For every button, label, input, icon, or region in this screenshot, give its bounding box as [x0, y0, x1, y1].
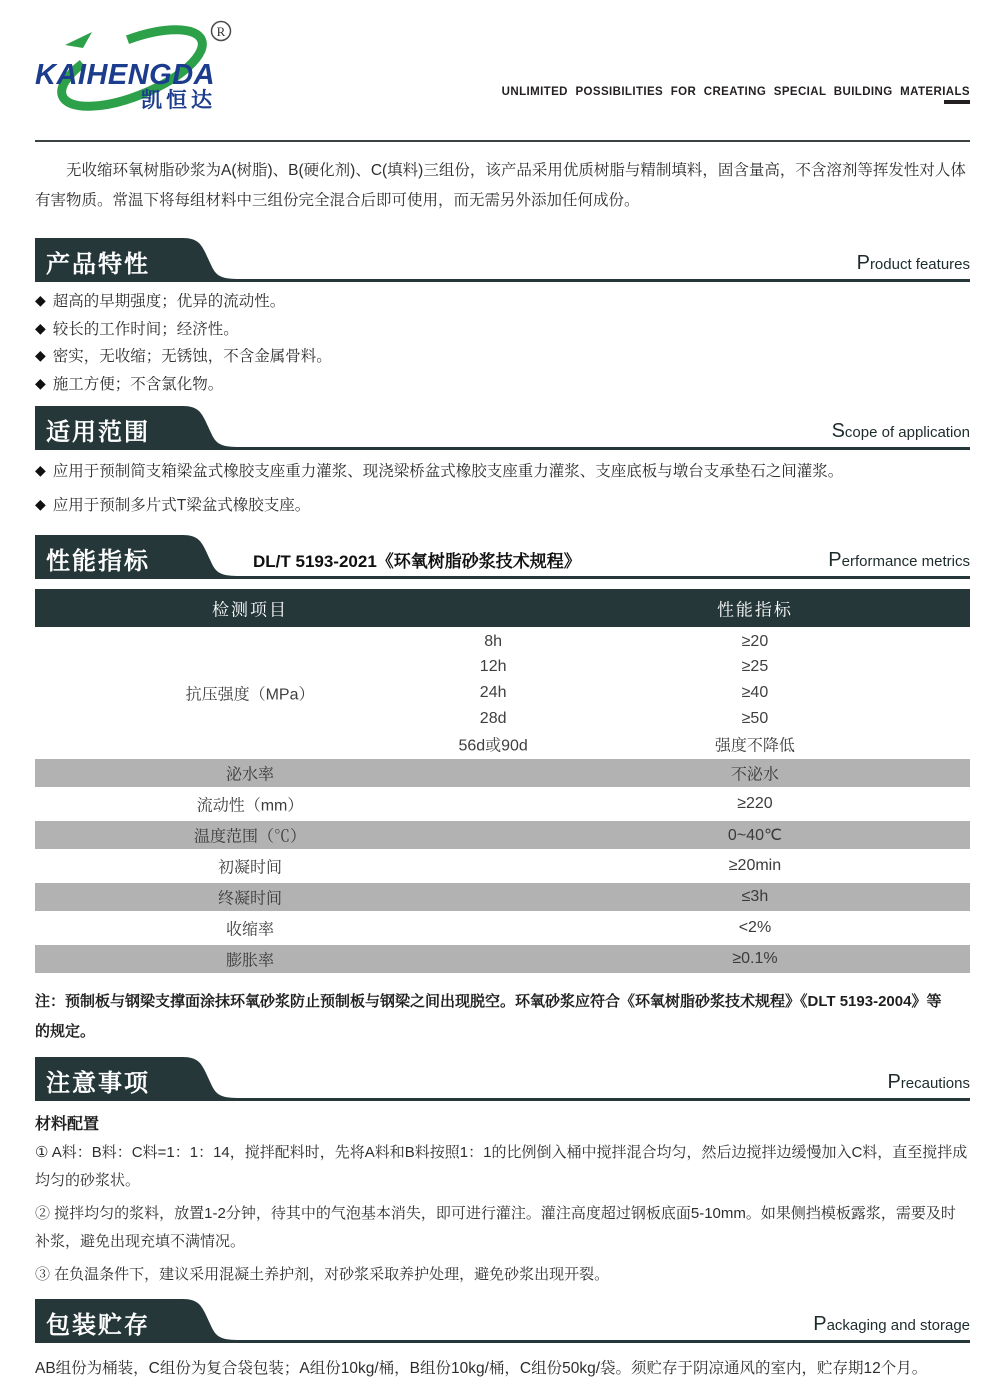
- section-title-en: Packaging and storage: [813, 1313, 970, 1335]
- value-cell: <2%: [738, 919, 772, 936]
- row-label: 抗压强度（MPa）: [185, 686, 315, 704]
- table-row: [35, 655, 970, 681]
- precautions-subheading: 材料配置: [35, 1116, 100, 1133]
- company-logo: [35, 18, 235, 112]
- intro-paragraph: 无收缩环氧树脂砂浆为A(树脂)、B(硬化剂)、C(填料)三组份，该产品采用优质树脂与精制填料，固含量高，不含溶剂等挥发性对人体有害物质。常温下将每组材料中三组份完全混合后即可使用，而无需另外添加任何成份。: [35, 162, 966, 209]
- section-header-scope: [35, 406, 970, 450]
- packaging-text: AB组份为桶装，C组份为复合袋包装；A组份10kg/桶，B组份10kg/桶，C组份50kg/袋。须贮存于阴凉通风的室内，贮存期12个月。: [35, 1360, 928, 1377]
- value-cell: ≤3h: [741, 888, 769, 905]
- value-cell: ≥0.1%: [732, 950, 778, 967]
- section-banner-line: [35, 279, 970, 282]
- age-cell: 12h: [479, 658, 507, 676]
- diamond-bullet-icon: ◆: [35, 462, 46, 478]
- feature-text: 施工方便；不含氯化物。: [52, 375, 224, 393]
- section-banner-line: [35, 447, 970, 450]
- item-cell: 流动性（mm）: [196, 797, 304, 815]
- section-title-en: Precautions: [887, 1071, 970, 1093]
- item-cell: 泌水率: [226, 766, 275, 784]
- table-row: [35, 706, 970, 732]
- table-row: [35, 883, 970, 911]
- section-header-performance: [35, 535, 970, 579]
- table-row: [35, 821, 970, 849]
- table-header-row: [35, 589, 970, 627]
- section-title-en: Product features: [856, 252, 970, 274]
- section-title-cn: 产品特性: [46, 251, 150, 278]
- value-cell: ≥25: [741, 658, 769, 676]
- value-cell: ≥20min: [728, 857, 782, 874]
- column-header-value: 性能指标: [716, 600, 793, 620]
- table-row: [35, 759, 970, 787]
- age-cell: 8h: [484, 632, 503, 650]
- section-header-features: [35, 238, 970, 282]
- value-cell: ≥50: [741, 709, 769, 727]
- scope-text: 应用于预制多片式T梁盆式橡胶支座。: [52, 496, 311, 514]
- column-header-item: 检测项目: [212, 600, 289, 620]
- tagline-underline: [944, 100, 970, 104]
- value-cell: 不泌水: [730, 766, 779, 784]
- header-divider: [35, 140, 970, 142]
- list-item: [35, 316, 970, 344]
- features-list: [35, 288, 970, 398]
- section-title-cn: 适用范围: [46, 419, 150, 446]
- age-cell: 24h: [479, 683, 507, 701]
- svg-text:R: R: [216, 24, 226, 39]
- section-title-cn: 性能指标: [46, 548, 150, 575]
- item-cell: 收缩率: [226, 921, 275, 939]
- scope-text: 应用于预制简支箱梁盆式橡胶支座重力灌浆、现浇梁桥盆式橡胶支座重力灌浆、支座底板与墩台支承垫石之间灌浆。: [52, 463, 844, 480]
- item-cell: 膨胀率: [226, 952, 275, 970]
- section-title-cn: 包装贮存: [46, 1312, 150, 1339]
- table-row: [35, 945, 970, 973]
- table-row: [35, 789, 970, 819]
- item-cell: 温度范围（℃）: [194, 828, 307, 846]
- value-cell: ≥20: [741, 632, 769, 650]
- table-note: 注：预制板与钢梁支撑面涂抹环氧砂浆防止预制板与钢梁之间出现脱空。环氧砂浆应符合《环氧树脂砂浆技术规程》《DLT 5193-2004》等的规定。: [35, 993, 942, 1040]
- list-item: [35, 458, 970, 486]
- standard-reference: DL/T 5193-2021《环氧树脂砂浆技术规程》: [253, 552, 581, 571]
- feature-text: 超高的早期强度；优异的流动性。: [52, 293, 286, 310]
- section-header-precautions: [35, 1057, 970, 1101]
- value-cell: ≥40: [741, 683, 769, 701]
- table-row: [35, 851, 970, 881]
- compressive-strength-group: [35, 629, 970, 757]
- list-item: [35, 288, 970, 316]
- diamond-bullet-icon: ◆: [35, 319, 46, 336]
- list-item: [35, 371, 970, 399]
- section-banner-line: [35, 576, 970, 579]
- age-cell: 28d: [479, 709, 507, 727]
- age-cell: 56d或90d: [458, 737, 528, 755]
- table-row: [35, 913, 970, 943]
- item-cell: 终凝时间: [218, 890, 283, 908]
- item-cell: 初凝时间: [218, 859, 283, 877]
- section-title-cn: 注意事项: [46, 1070, 150, 1097]
- scope-list: [35, 458, 970, 519]
- value-cell: 0~40℃: [727, 827, 782, 844]
- company-tagline: UNLIMITED POSSIBILITIES FOR CREATING SPECIAL BUILDING MATERIALS: [501, 86, 970, 98]
- section-banner-line: [35, 1098, 970, 1101]
- precaution-item: ① A料：B料：C料=1：1：14，搅拌配料时，先将A料和B料按照1：1的比例倒入桶中搅拌混合均匀，然后边搅拌边缓慢加入C料，直至搅拌成均匀的砂浆状。: [35, 1144, 968, 1189]
- table-row: [35, 629, 970, 655]
- section-header-packaging: [35, 1299, 970, 1343]
- list-item: [35, 492, 970, 520]
- performance-table: [35, 589, 970, 973]
- diamond-bullet-icon: ◆: [35, 292, 46, 308]
- section-banner-line: [35, 1340, 970, 1343]
- value-cell: 强度不降低: [714, 737, 795, 755]
- list-item: [35, 343, 970, 371]
- logo-text-cn: 凯恒达: [141, 89, 216, 112]
- logo-text-en: KAIHENGDA: [35, 59, 216, 91]
- section-title-en: Performance metrics: [828, 549, 970, 571]
- table-row: [35, 731, 970, 757]
- precaution-item: ② 搅拌均匀的浆料，放置1-2分钟，待其中的气泡基本消失，即可进行灌注。灌注高度超过钢板底面5-10mm。如果侧挡模板露浆，需要及时补浆，避免出现充填不满情况。: [35, 1205, 956, 1250]
- feature-text: 密实，无收缩；无锈蚀，不含金属骨料。: [52, 348, 332, 365]
- page-header: [35, 0, 970, 124]
- diamond-bullet-icon: ◆: [35, 374, 46, 391]
- diamond-bullet-icon: ◆: [35, 495, 46, 512]
- registered-trademark-icon: [212, 22, 231, 41]
- value-cell: ≥220: [737, 795, 773, 812]
- feature-text: 较长的工作时间；经济性。: [52, 320, 239, 338]
- tagline-block: [502, 86, 970, 104]
- precaution-item: ③ 在负温条件下，建议采用混凝土养护剂，对砂浆采取养护处理，避免砂浆出现开裂。: [35, 1266, 610, 1283]
- diamond-bullet-icon: ◆: [35, 347, 46, 363]
- table-row: [35, 680, 970, 706]
- section-title-en: Scope of application: [831, 420, 970, 442]
